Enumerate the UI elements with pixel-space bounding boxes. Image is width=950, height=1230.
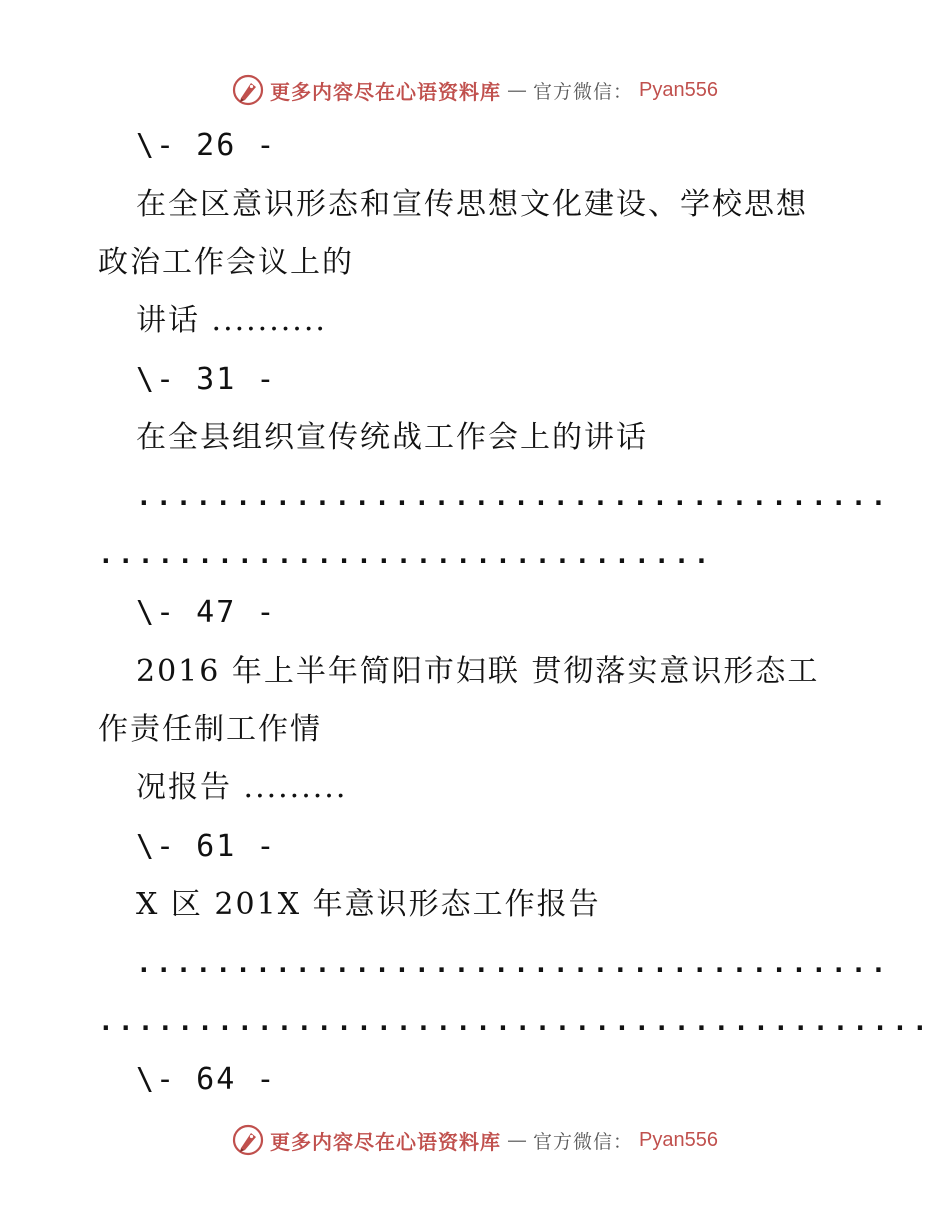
toc-entry-title: 在全区意识形态和宣传思想文化建设、学校思想 [136,187,808,222]
watermark-sub-text: 官方微信： [533,1130,634,1153]
toc-leader-dots: ...................................... [136,949,891,979]
watermark-wechat-id: Pyan556 [639,1128,718,1151]
toc-page-number: \- 47 - [136,595,277,630]
watermark-sub-text: 官方微信： [533,80,634,103]
toc-page-number: \- 31 - [136,362,277,397]
toc-leader-dots: ............................... [98,540,714,570]
toc-entry-title: 2016 年上半年简阳市妇联 贯彻落实意识形态工 [136,654,820,689]
pen-nib-logo-icon [232,74,264,106]
watermark-header [0,72,950,108]
toc-leader-dots: .......................................... [98,1007,932,1037]
watermark-main-text: 更多内容尽在心语资料库 [270,1129,501,1154]
toc-page-number: \- 26 - [136,128,277,163]
watermark-wechat-id: Pyan556 [639,78,718,101]
pen-nib-logo-icon [232,1124,264,1156]
toc-entry-title: 作责任制工作情 [98,712,322,747]
toc-entry-title: X 区 201X 年意识形态工作报告 [136,887,601,922]
toc-leader-dots: ...................................... [136,482,891,512]
watermark-footer [0,1122,950,1158]
toc-entry-title: 政治工作会议上的 [98,245,354,280]
watermark-separator: — [507,78,527,102]
toc-page-number: \- 61 - [136,829,277,864]
toc-entry-title: 讲话 .......... [136,303,327,338]
toc-page-number: \- 64 - [136,1062,277,1097]
watermark-separator: — [507,1128,527,1152]
toc-entry-title: 况报告 ......... [136,770,348,805]
toc-entry-title: 在全县组织宣传统战工作会上的讲话 [136,420,648,455]
watermark-main-text: 更多内容尽在心语资料库 [270,79,501,104]
